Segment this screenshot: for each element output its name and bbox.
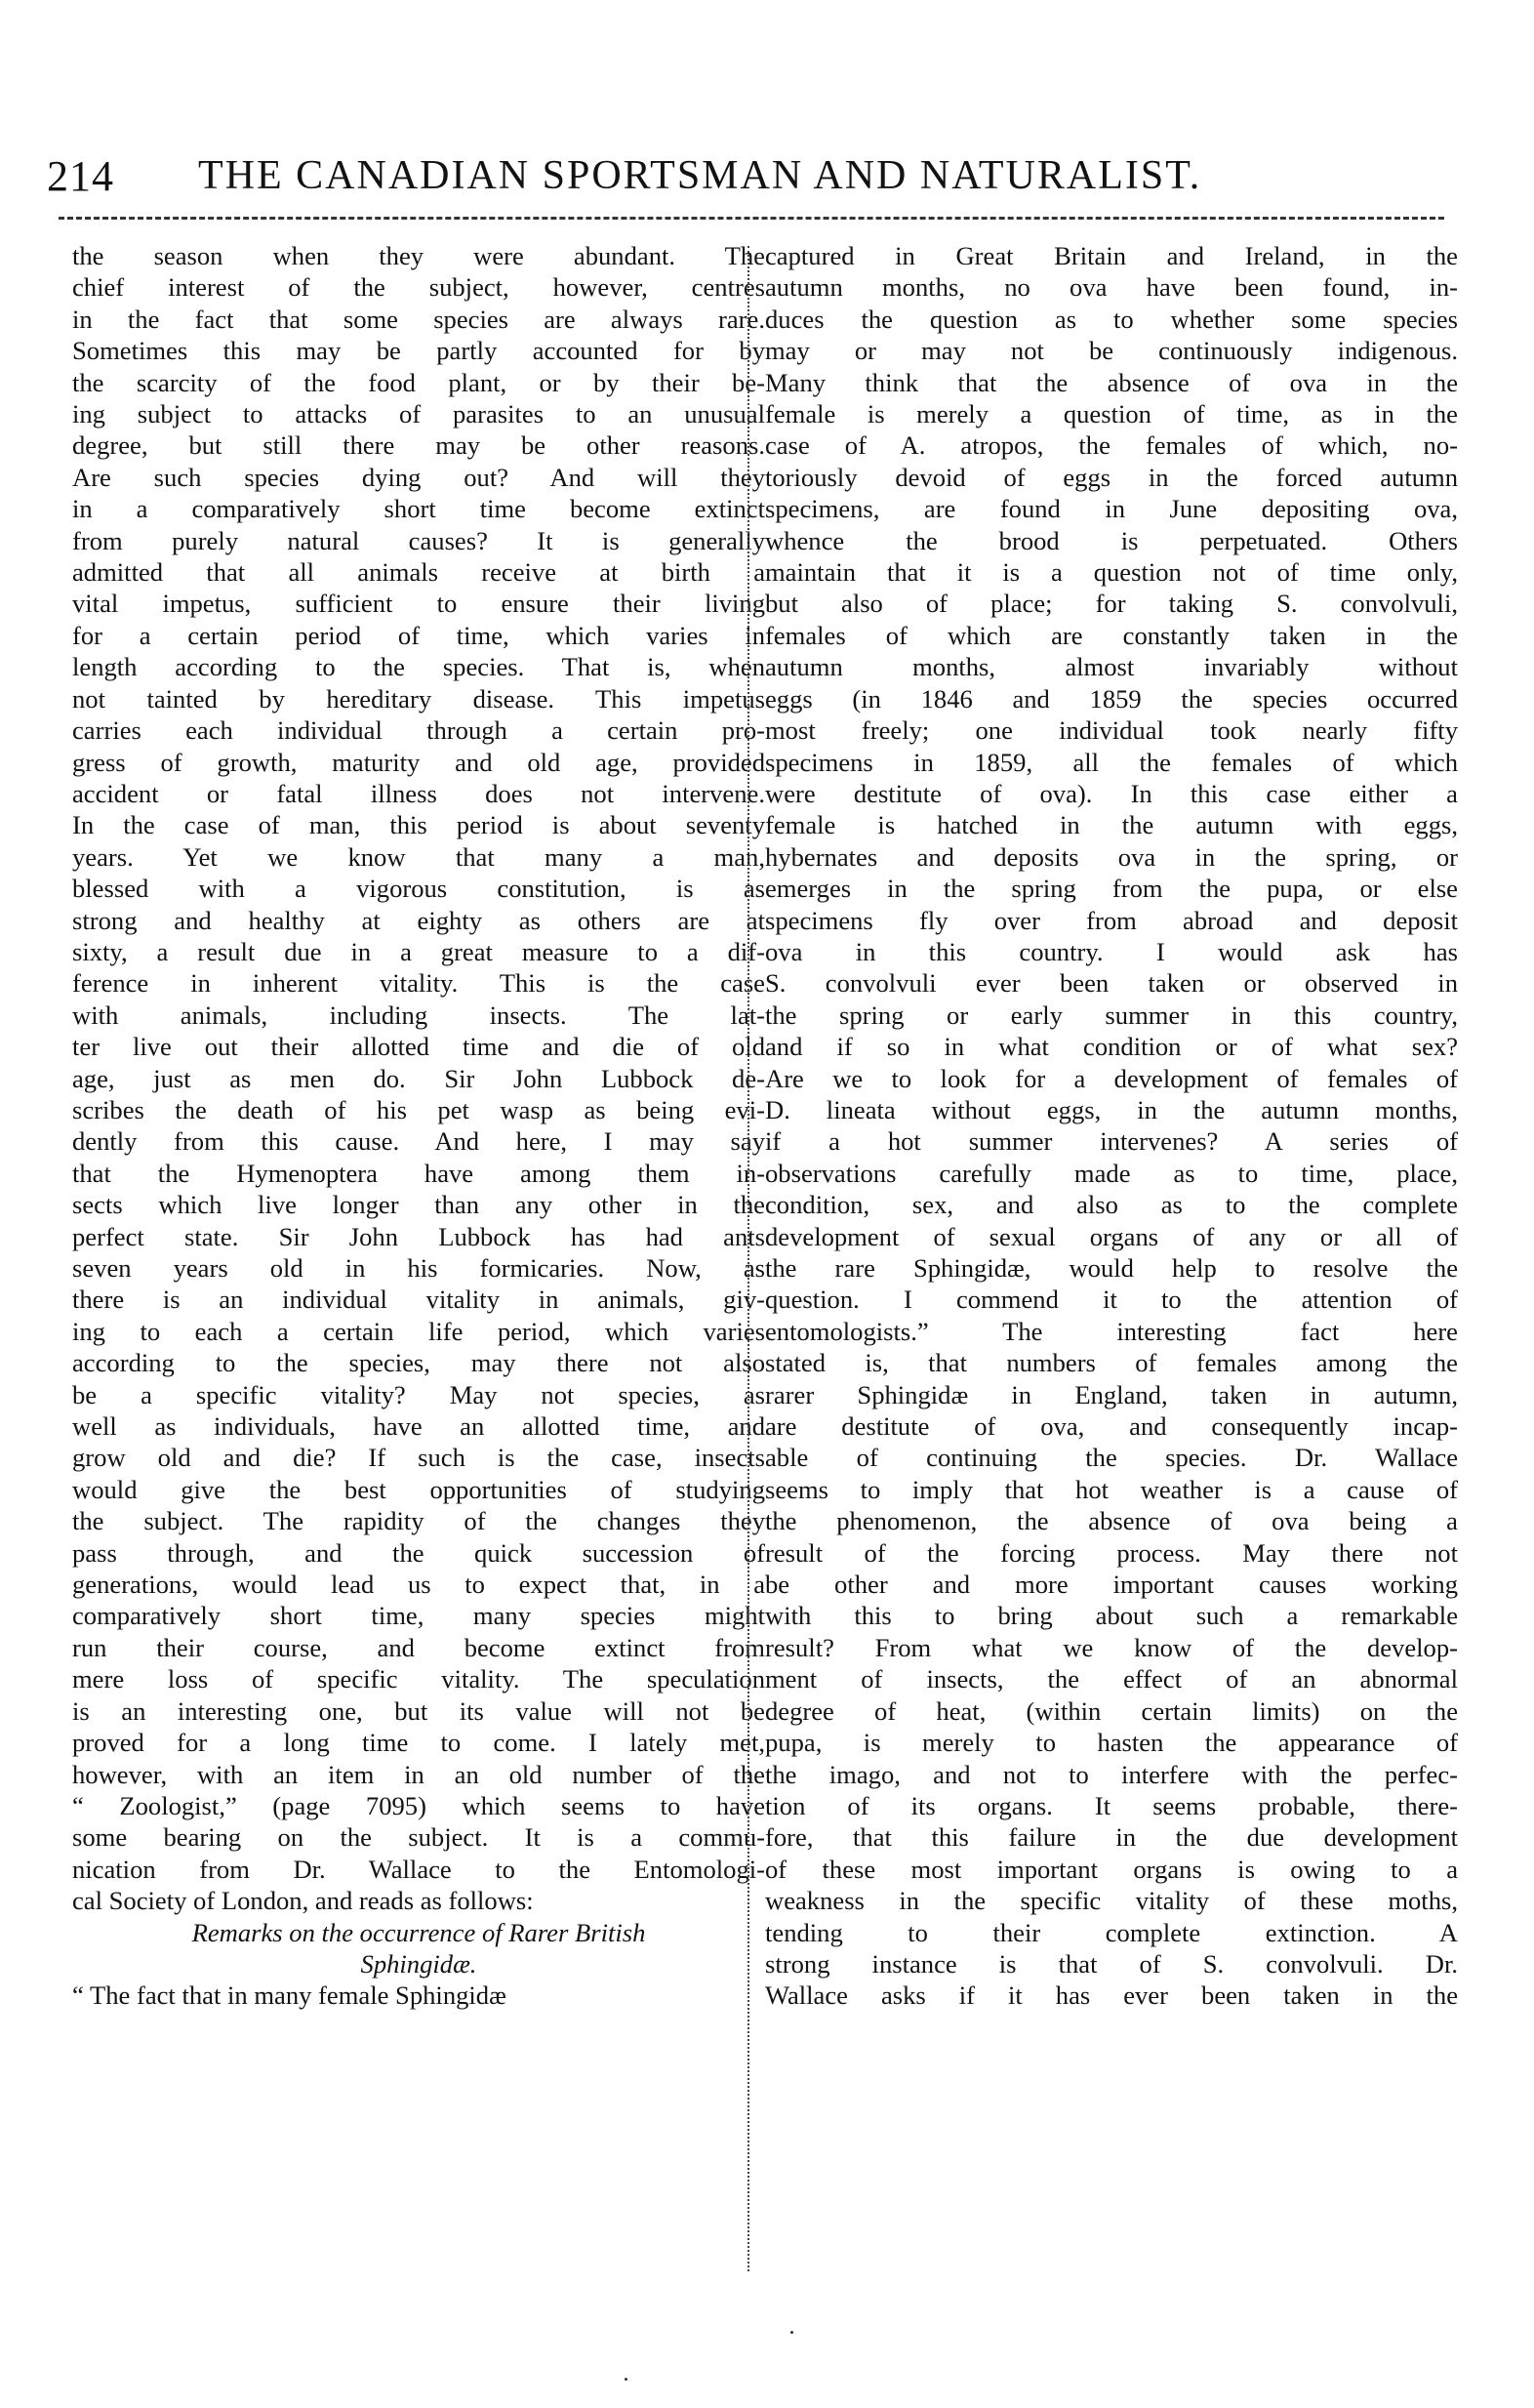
text-line: carries each individual through a certain pro- <box>72 715 765 746</box>
text-line: females of which are constantly taken in the <box>765 620 1458 650</box>
text-line: from purely natural causes? It is generally <box>72 525 765 555</box>
text-line: scribes the death of his pet wasp as being evi- <box>72 1094 765 1124</box>
text-line: and if so in what condition or of what sex? <box>765 1032 1458 1062</box>
text-line: with this to bring about such a remarkable <box>765 1601 1458 1631</box>
text-line: captured in Great Britain and Ireland, in the <box>765 241 1458 270</box>
text-line: eggs (in 1846 and 1859 the species occurred <box>765 683 1458 714</box>
text-line: for a certain period of time, which varies in <box>72 620 765 650</box>
text-line: ment of insects, the effect of an abnormal <box>765 1664 1458 1694</box>
text-line: mere loss of specific vitality. The speculation <box>72 1664 765 1694</box>
text-line: toriously devoid of eggs in the forced autumn <box>765 462 1458 492</box>
text-line: the spring or early summer in this country, <box>765 1000 1458 1030</box>
page-number: 214 <box>47 151 114 200</box>
text-line: vital impetus, sufficient to ensure their living <box>72 589 765 619</box>
text-line: the season when they were abundant. The <box>72 241 765 270</box>
text-line: Sometimes this may be partly accounted for by <box>72 336 765 366</box>
text-line: question. I commend it to the attention of <box>765 1285 1458 1315</box>
text-line: proved for a long time to come. I lately met, <box>72 1728 765 1758</box>
text-line: years. Yet we know that many a man, <box>72 841 765 872</box>
text-line: that the Hymenoptera have among them in- <box>72 1158 765 1188</box>
text-line: ing to each a certain life period, which varies <box>72 1316 765 1346</box>
text-line: “ Zoologist,” (page 7095) which seems to have <box>72 1790 765 1820</box>
text-line: the rare Sphingidæ, would help to resolve the <box>765 1253 1458 1283</box>
text-line: specimens fly over from abroad and deposit <box>765 905 1458 935</box>
text-line: the subject. The rapidity of the changes they <box>72 1506 765 1536</box>
text-line: grow old and die? If such is the case, insects <box>72 1443 765 1473</box>
text-line: duces the question as to whether some species <box>765 304 1458 334</box>
text-line: with animals, including insects. The lat- <box>72 1000 765 1030</box>
text-line: autumn months, no ova have been found, in- <box>765 272 1458 303</box>
text-line: perfect state. Sir John Lubbock has had ants <box>72 1221 765 1251</box>
text-line: pass through, and the quick succession of <box>72 1537 765 1568</box>
ink-speck <box>790 2331 793 2334</box>
text-line: the imago, and not to interfere with the perfec- <box>765 1759 1458 1789</box>
text-line: specimens, are found in June depositing ova, <box>765 494 1458 524</box>
text-line: were destitute of ova). In this case either a <box>765 778 1458 808</box>
text-line: in the fact that some species are always rare. <box>72 304 765 334</box>
header-rule <box>59 217 1444 220</box>
text-line: ter live out their allotted time and die of old <box>72 1032 765 1062</box>
text-line: but also of place; for taking S. convolvuli, <box>765 589 1458 619</box>
text-line: tion of its organs. It seems probable, there- <box>765 1790 1458 1820</box>
text-line: ova in this country. I would ask has <box>765 936 1458 966</box>
text-line: seven years old in his formicaries. Now, as <box>72 1253 765 1283</box>
text-line: seems to imply that hot weather is a cause of <box>765 1474 1458 1504</box>
text-line: gress of growth, maturity and old age, provided <box>72 747 765 777</box>
text-line: dently from this cause. And here, I may say <box>72 1126 765 1157</box>
text-line: be other and more important causes working <box>765 1570 1458 1600</box>
text-line: pupa, is merely to hasten the appearance of <box>765 1728 1458 1758</box>
text-line: Sphingidæ. <box>360 1948 477 1979</box>
text-line: rarer Sphingidæ in England, taken in autumn, <box>765 1379 1458 1409</box>
text-line: blessed with a vigorous constitution, is as <box>72 874 765 904</box>
text-line: are destitute of ova, and consequently incap- <box>765 1411 1458 1442</box>
text-line: according to the species, may there not also <box>72 1348 765 1378</box>
ink-speck <box>625 2378 627 2381</box>
text-line: fore, that this failure in the due development <box>765 1822 1458 1853</box>
text-line: development of sexual organs of any or all of <box>765 1221 1458 1251</box>
text-line: may or may not be continuously indigenous. <box>765 336 1458 366</box>
text-line: some bearing on the subject. It is a commu- <box>72 1822 765 1853</box>
text-line: be a specific vitality? May not species, as <box>72 1379 765 1409</box>
text-line: result? From what we know of the develop- <box>765 1632 1458 1662</box>
text-line: emerges in the spring from the pupa, or else <box>765 874 1458 904</box>
text-line: specimens in 1859, all the females of which <box>765 747 1458 777</box>
text-line: accident or fatal illness does not intervene. <box>72 778 765 808</box>
text-line: the phenomenon, the absence of ova being a <box>765 1506 1458 1536</box>
text-line: sixty, a result due in a great measure to a dif- <box>72 936 765 966</box>
text-line: entomologists.” The interesting fact here <box>765 1316 1458 1346</box>
right-column <box>765 240 1458 2012</box>
text-line: degree, but still there may be other reasons. <box>72 430 765 461</box>
text-line: stated is, that numbers of females among the <box>765 1348 1458 1378</box>
text-line: maintain that it is a question not of time only, <box>765 557 1458 588</box>
text-line: female is hatched in the autumn with eggs, <box>765 810 1458 840</box>
text-line: nication from Dr. Wallace to the Entomologi- <box>72 1854 765 1884</box>
text-line: generations, would lead us to expect that, in a <box>72 1570 765 1600</box>
text-line: Are we to look for a development of females of <box>765 1063 1458 1093</box>
text-line: result of the forcing process. May there not <box>765 1537 1458 1568</box>
text-line: most freely; one individual took nearly fifty <box>765 715 1458 746</box>
text-line: degree of heat, (within certain limits) on the <box>765 1695 1458 1726</box>
text-line: not tainted by hereditary disease. This impetus <box>72 683 765 714</box>
text-line: hybernates and deposits ova in the spring, or <box>765 841 1458 872</box>
text-line: length according to the species. That is, when <box>72 652 765 682</box>
text-line: sects which live longer than any other in the <box>72 1190 765 1220</box>
text-line: In the case of man, this period is about seventy <box>72 810 765 840</box>
text-line: admitted that all animals receive at birth a <box>72 557 765 588</box>
text-line: however, with an item in an old number of the <box>72 1759 765 1789</box>
text-line: tending to their complete extinction. A <box>765 1917 1458 1947</box>
text-line: autumn months, almost invariably without <box>765 652 1458 682</box>
text-line: cal Society of London, and reads as follows: <box>72 1886 534 1916</box>
text-line: Wallace asks if it has ever been taken in the <box>765 1980 1458 2011</box>
text-line: Many think that the absence of ova in the <box>765 367 1458 397</box>
text-line: D. lineata without eggs, in the autumn months, <box>765 1094 1458 1124</box>
page-header <box>47 146 1452 205</box>
text-line: the scarcity of the food plant, or by their be- <box>72 367 765 397</box>
text-line: female is merely a question of time, as in the <box>765 399 1458 429</box>
text-line: is an interesting one, but its value will not be <box>72 1695 765 1726</box>
text-line: condition, sex, and also as to the complete <box>765 1190 1458 1220</box>
text-line: well as individuals, have an allotted time, and <box>72 1411 765 1442</box>
text-line: chief interest of the subject, however, centres <box>72 272 765 303</box>
column-divider <box>747 246 749 2271</box>
text-line: weakness in the specific vitality of these moths, <box>765 1886 1458 1916</box>
text-line: in a comparatively short time become extinct <box>72 494 765 524</box>
text-line: able of continuing the species. Dr. Wallace <box>765 1443 1458 1473</box>
left-column <box>72 240 765 2012</box>
text-line: S. convolvuli ever been taken or observed in <box>765 968 1458 999</box>
text-line: strong and healthy at eighty as others are at <box>72 905 765 935</box>
text-line: Remarks on the occurrence of Rarer British <box>191 1917 646 1947</box>
text-line: if a hot summer intervenes? A series of <box>765 1126 1458 1157</box>
text-line: run their course, and become extinct from <box>72 1632 765 1662</box>
text-line: ing subject to attacks of parasites to an unusual <box>72 399 765 429</box>
text-line: of these most important organs is owing to a <box>765 1854 1458 1884</box>
text-line: strong instance is that of S. convolvuli. Dr. <box>765 1948 1458 1979</box>
text-line: ference in inherent vitality. This is the case <box>72 968 765 999</box>
text-line: whence the brood is perpetuated. Others <box>765 525 1458 555</box>
text-line: would give the best opportunities of studying <box>72 1474 765 1504</box>
text-line: Are such species dying out? And will they <box>72 462 765 492</box>
text-line: there is an individual vitality in animals, giv- <box>72 1285 765 1315</box>
text-line: “ The fact that in many female Sphingidæ <box>72 1980 506 2011</box>
text-line: comparatively short time, many species might <box>72 1601 765 1631</box>
text-line: age, just as men do. Sir John Lubbock de- <box>72 1063 765 1093</box>
running-title: THE CANADIAN SPORTSMAN AND NATURALIST. <box>198 153 1202 198</box>
text-line: observations carefully made as to time, place, <box>765 1158 1458 1188</box>
text-line: case of A. atropos, the females of which, no- <box>765 430 1458 461</box>
